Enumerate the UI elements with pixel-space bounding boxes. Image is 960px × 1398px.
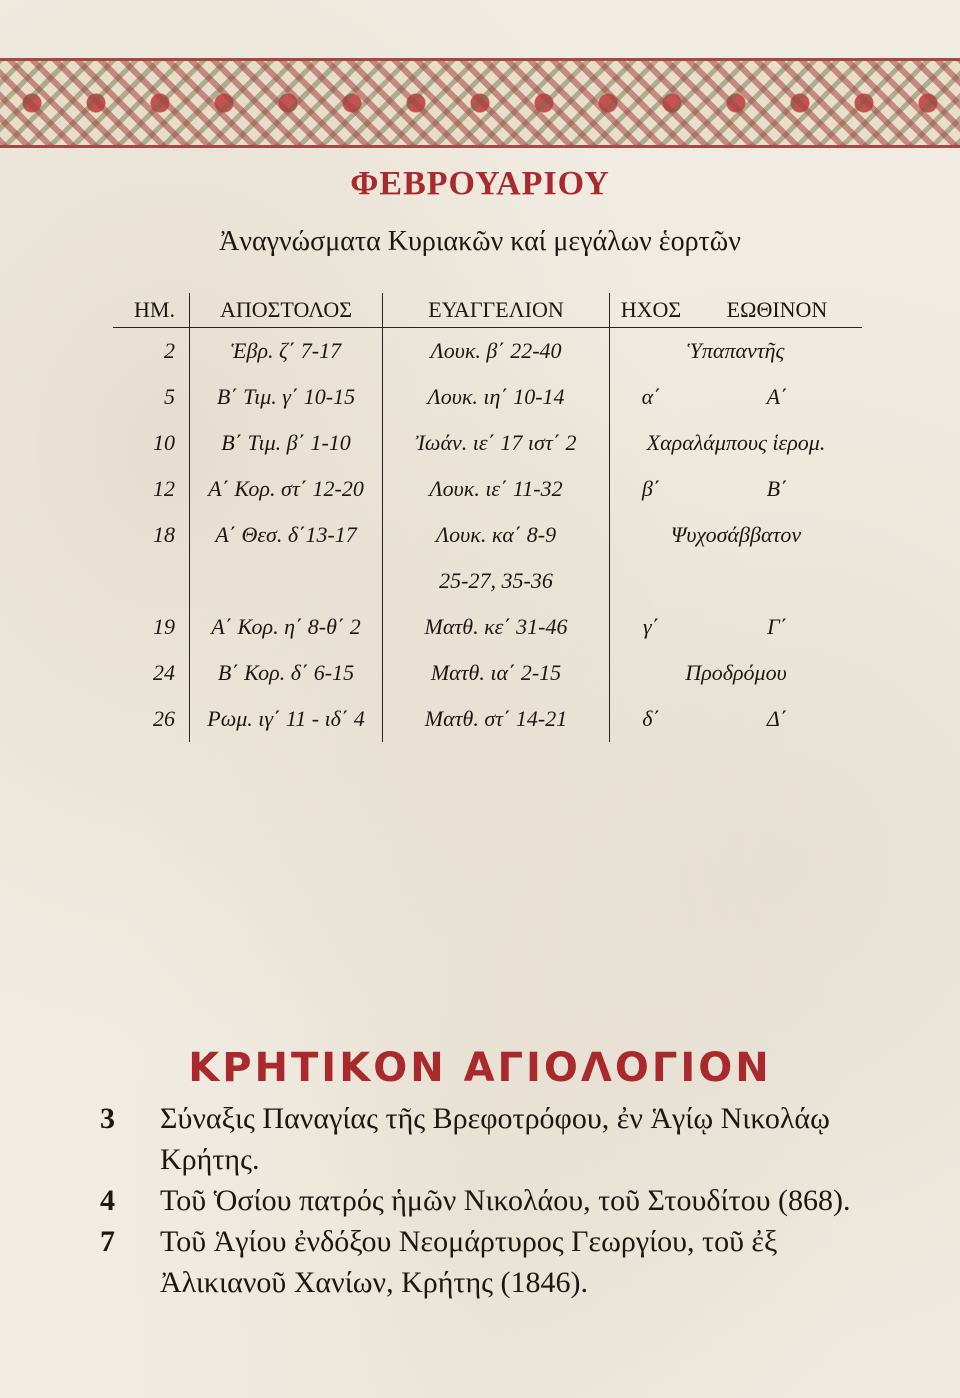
- row-apostle: [190, 558, 383, 604]
- row-apostle: Α΄ Θεσ. δ΄13-17: [190, 512, 383, 558]
- row-eothinon: Β΄: [766, 476, 788, 501]
- entry-text: Σύναξις Παναγίας τῆς Βρεφοτρόφου, ἐν Ἁγίῳ Νικολάῳ Κρήτης.: [160, 1102, 830, 1176]
- table-row: [113, 696, 862, 742]
- row-gospel: Ματθ. στ΄ 14-21: [383, 696, 610, 742]
- row-day: 26: [113, 696, 190, 742]
- row-feast-note: Προδρόμου: [685, 660, 787, 685]
- row-echos: δ΄: [642, 706, 660, 731]
- row-apostle: Ρωμ. ιγ΄ 11 - ιδ΄ 4: [190, 696, 383, 742]
- row-eothinon: Δ΄: [766, 706, 788, 731]
- header-eothinon: ΕΩΘΙΝΟΝ: [692, 293, 862, 328]
- row-gospel: Λουκ. ιη΄ 10-14: [383, 374, 610, 420]
- row-day: [113, 558, 190, 604]
- row-eothinon: Γ΄: [767, 614, 787, 639]
- row-apostle: Β΄ Τιμ. β΄ 1-10: [190, 420, 383, 466]
- table-row: [113, 650, 862, 696]
- section-heading: ΚΡΗΤΙΚΟΝ ΑΓΙΟΛΟΓΙΟΝ: [188, 1045, 772, 1091]
- row-day: 2: [113, 328, 190, 375]
- row-day: 18: [113, 512, 190, 558]
- saints-list: [100, 1098, 870, 1303]
- row-feast-note: Ὑπαπαντῆς: [687, 338, 785, 363]
- row-apostle: Ἑβρ. ζ΄ 7-17: [190, 328, 383, 375]
- row-gospel: Λουκ. κα΄ 8-9: [383, 512, 610, 558]
- list-item: [100, 1221, 870, 1303]
- row-apostle: Β΄ Κορ. δ΄ 6-15: [190, 650, 383, 696]
- entry-day: 7: [100, 1225, 115, 1258]
- table-row: [113, 558, 862, 604]
- row-echos: α΄: [641, 384, 661, 409]
- row-apostle: Α΄ Κορ. στ΄ 12-20: [190, 466, 383, 512]
- header-apostle: ΑΠΟΣΤΟΛΟΣ: [190, 293, 383, 328]
- row-echos: β΄: [641, 476, 661, 501]
- row-echos: γ΄: [643, 614, 659, 639]
- row-feast-note: Χαραλάμπους ἱερομ.: [646, 430, 826, 455]
- row-eothinon: Α΄: [766, 384, 788, 409]
- row-gospel: Λουκ. ιε΄ 11-32: [383, 466, 610, 512]
- row-day: 12: [113, 466, 190, 512]
- row-day: 24: [113, 650, 190, 696]
- table-row: [113, 604, 862, 650]
- row-gospel: Ματθ. ια΄ 2-15: [383, 650, 610, 696]
- row-eothinon: [692, 558, 862, 604]
- list-item: [100, 1098, 870, 1180]
- page-title: ΦΕΒΡΟΥΑΡΙΟΥ: [350, 165, 610, 202]
- header-day: ΗΜ.: [113, 293, 190, 328]
- row-gospel: Λουκ. β΄ 22-40: [383, 328, 610, 375]
- row-day: 10: [113, 420, 190, 466]
- entry-text: Τοῦ Ὁσίου πατρός ἡμῶν Νικολάου, τοῦ Στουδίτου (868).: [160, 1184, 851, 1217]
- page-subtitle: Ἀναγνώσματα Κυριακῶν καί μεγάλων ἑορτῶν: [219, 226, 741, 257]
- row-day: 19: [113, 604, 190, 650]
- readings-table: [113, 293, 862, 742]
- table-row: [113, 374, 862, 420]
- row-echos: [610, 558, 693, 604]
- row-gospel: 25-27, 35-36: [383, 558, 610, 604]
- entry-text: Τοῦ Ἁγίου ἐνδόξου Νεομάρτυρος Γεωργίου, τοῦ ἐξ Ἀλικιανοῦ Χανίων, Κρήτης (1846).: [160, 1225, 778, 1299]
- decorative-border: [0, 58, 960, 148]
- row-apostle: Β΄ Τιμ. γ΄ 10-15: [190, 374, 383, 420]
- table-body: [113, 328, 862, 743]
- row-day: 5: [113, 374, 190, 420]
- row-gospel: Ἰωάν. ιε΄ 17 ιστ΄ 2: [383, 420, 610, 466]
- table-row: [113, 420, 862, 466]
- table-row: [113, 328, 862, 375]
- row-gospel: Ματθ. κε΄ 31-46: [383, 604, 610, 650]
- row-feast-note: Ψυχοσάββατον: [670, 522, 802, 547]
- header-echos: ΗΧΟΣ: [610, 293, 693, 328]
- header-gospel: ΕΥΑΓΓΕΛΙΟΝ: [383, 293, 610, 328]
- list-item: [100, 1180, 870, 1221]
- table-row: [113, 512, 862, 558]
- table-header-row: [113, 293, 862, 328]
- entry-day: 3: [100, 1102, 115, 1135]
- row-apostle: Α΄ Κορ. η΄ 8-θ΄ 2: [190, 604, 383, 650]
- table-row: [113, 466, 862, 512]
- entry-day: 4: [100, 1184, 115, 1217]
